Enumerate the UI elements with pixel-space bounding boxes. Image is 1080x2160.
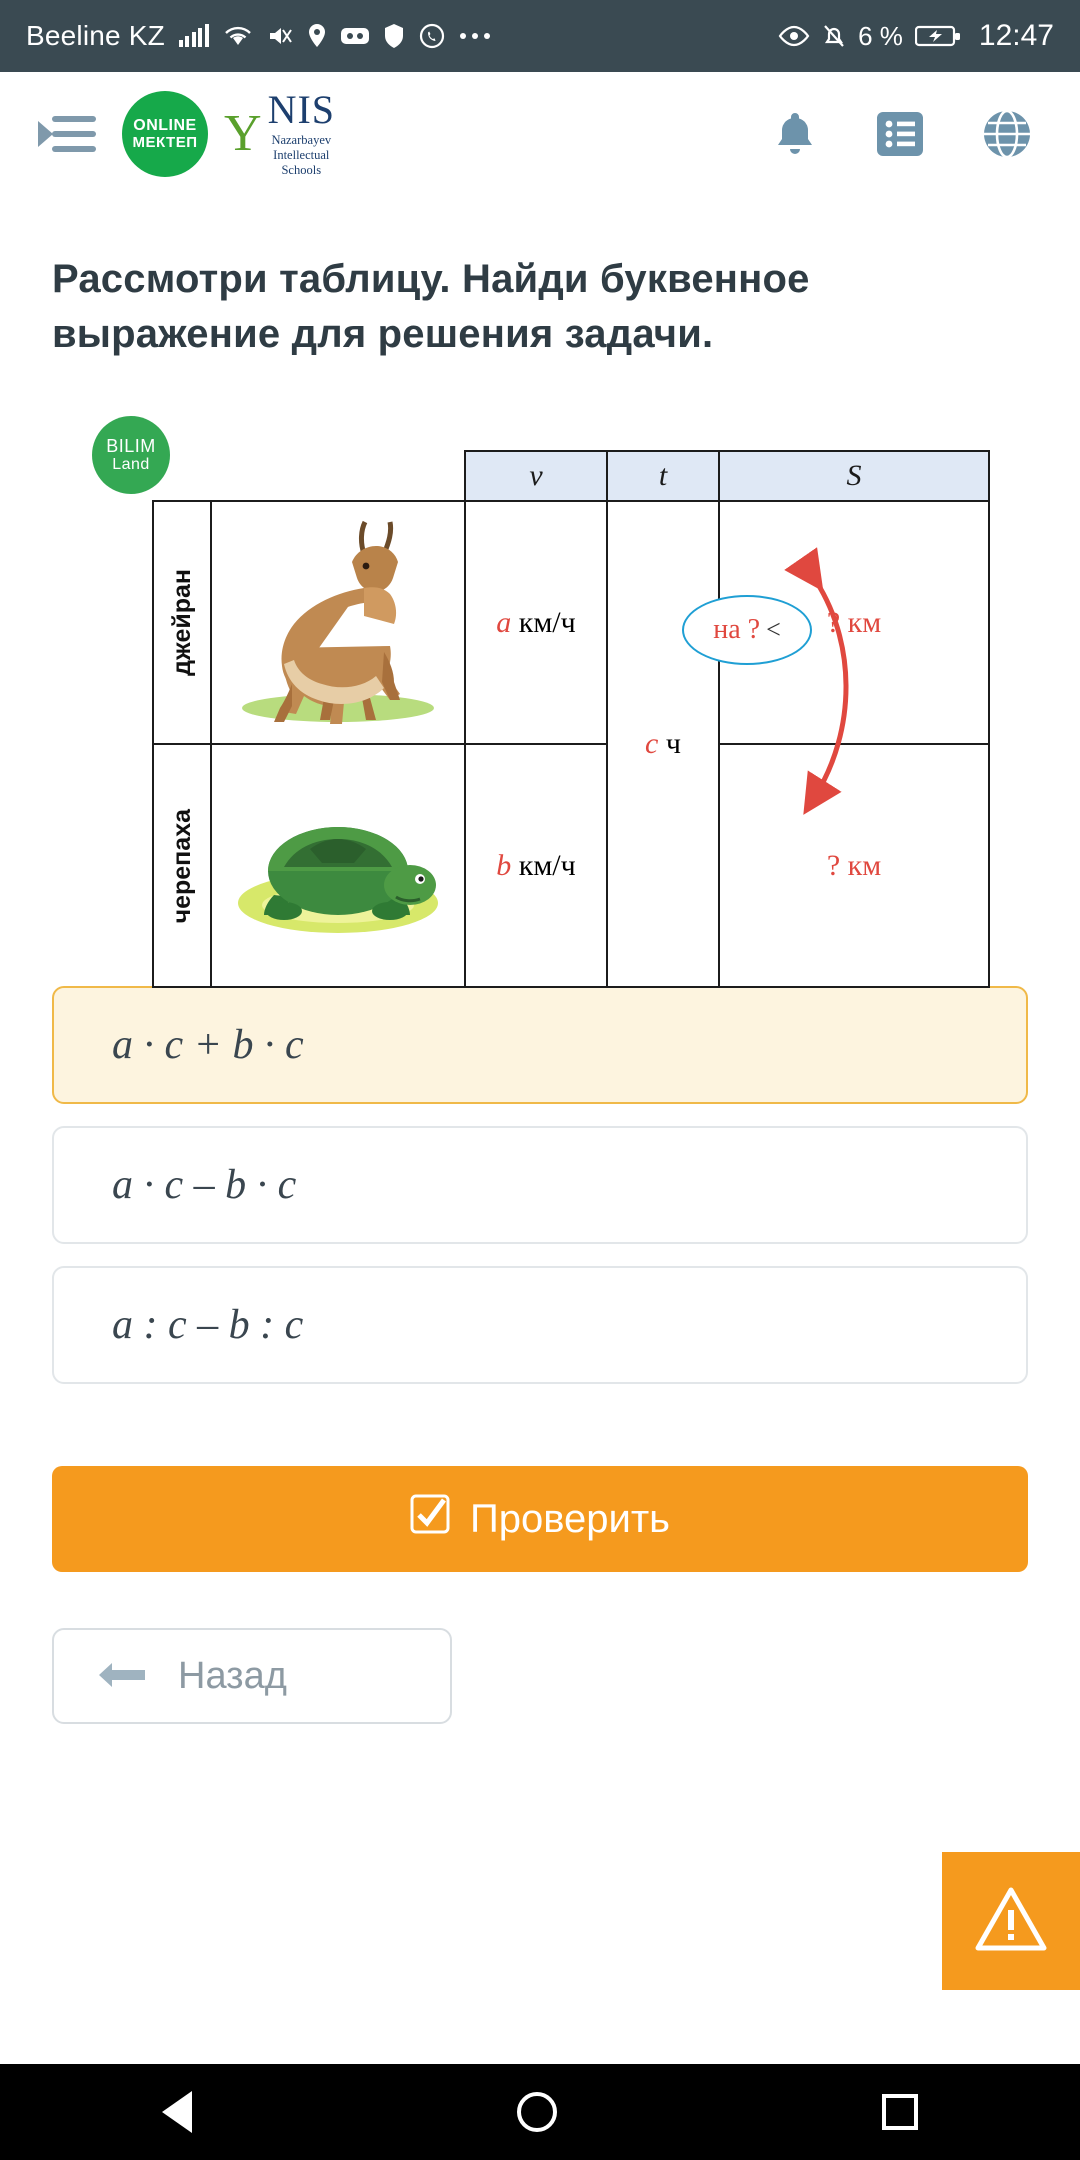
cell-v-gazelle-var: а [496, 605, 512, 639]
notifications-bell-icon[interactable] [772, 109, 818, 159]
nis-logo-subtitle: Nazarbayev Intellectual Schools [271, 133, 332, 177]
row-label-turtle: черепаха [153, 744, 211, 987]
signal-bars-icon [179, 25, 209, 47]
back-button-container [0, 1572, 1080, 1724]
app-header [0, 72, 1080, 196]
arrow-left-icon [96, 1652, 148, 1700]
shield-icon [383, 23, 405, 49]
page-title: Рассмотри таблицу. Найди буквенное выражение для решения задачи. [52, 257, 810, 357]
brand-logos [122, 87, 336, 177]
nis-logo-title: NIS [267, 87, 336, 133]
comparison-arrow-icon [152, 450, 982, 1010]
hamburger-menu-icon[interactable] [38, 112, 96, 156]
answer-option-1-label: a · c + b · c [112, 1022, 304, 1069]
clock-label: 12:47 [978, 19, 1054, 52]
header-actions [772, 109, 1042, 159]
app-icon [341, 25, 369, 47]
check-button[interactable] [52, 1466, 1028, 1572]
battery-percent-label: 6 % [858, 20, 903, 51]
cell-v-turtle-var: b [496, 848, 512, 882]
answer-options [0, 986, 1080, 1384]
nis-leaf-icon: Y [224, 105, 262, 162]
status-bar-left [26, 20, 491, 52]
eye-icon [778, 25, 810, 47]
carrier-label: Beeline KZ [26, 20, 165, 51]
cell-s-turtle-value: ? км [826, 848, 882, 882]
language-globe-icon[interactable] [982, 109, 1032, 159]
online-mektep-logo-line2: МЕКТЕП [132, 133, 198, 151]
status-bar [0, 0, 1080, 72]
checkbox-checked-icon [410, 1494, 450, 1544]
warning-triangle-icon [975, 1886, 1047, 1957]
check-button-container [0, 1406, 1080, 1572]
no-sound-icon [267, 24, 293, 48]
check-button-label: Проверить [469, 1496, 671, 1541]
online-mektep-logo [122, 91, 208, 177]
comparison-annotation: на ? < [682, 595, 812, 665]
wifi-icon [223, 24, 253, 48]
online-mektep-logo-line1: ONLINE [133, 116, 197, 134]
warning-button[interactable] [942, 1852, 1080, 1990]
row-label-gazelle: джейран [153, 501, 211, 744]
cell-t-unit: ч [665, 727, 681, 761]
table-header-v: v [465, 451, 607, 501]
back-button-label: Назад [178, 1654, 287, 1697]
tasks-list-icon[interactable] [876, 111, 924, 157]
cell-s-gazelle-value: ? км [826, 605, 882, 639]
task-figure [0, 408, 1080, 968]
bilim-land-badge-line2: Land [112, 456, 150, 474]
battery-charging-icon [915, 24, 961, 48]
back-nav-icon[interactable] [162, 2091, 192, 2133]
more-dots-icon [459, 31, 491, 41]
location-icon [307, 23, 327, 49]
answer-option-2[interactable] [52, 1126, 1028, 1244]
bilim-land-badge-line1: BILIM [106, 435, 156, 456]
cell-v-turtle-unit: км/ч [518, 848, 576, 882]
table-header-t: t [607, 451, 719, 501]
cell-t-var: с [645, 727, 659, 761]
back-button[interactable] [52, 1628, 452, 1724]
nis-logo [224, 87, 336, 177]
status-bar-right [778, 19, 1054, 53]
system-nav-bar [0, 2064, 1080, 2160]
home-nav-icon[interactable] [517, 2092, 557, 2132]
answer-option-3-label: a : c – b : c [112, 1302, 304, 1349]
cell-v-gazelle-unit: км/ч [518, 605, 576, 639]
answer-option-3[interactable] [52, 1266, 1028, 1384]
bell-off-icon [822, 23, 846, 49]
table-header-s: S [719, 451, 989, 501]
whatsapp-icon [419, 23, 445, 49]
recents-nav-icon[interactable] [882, 2094, 918, 2130]
answer-option-2-label: a · c – b · c [112, 1162, 297, 1209]
